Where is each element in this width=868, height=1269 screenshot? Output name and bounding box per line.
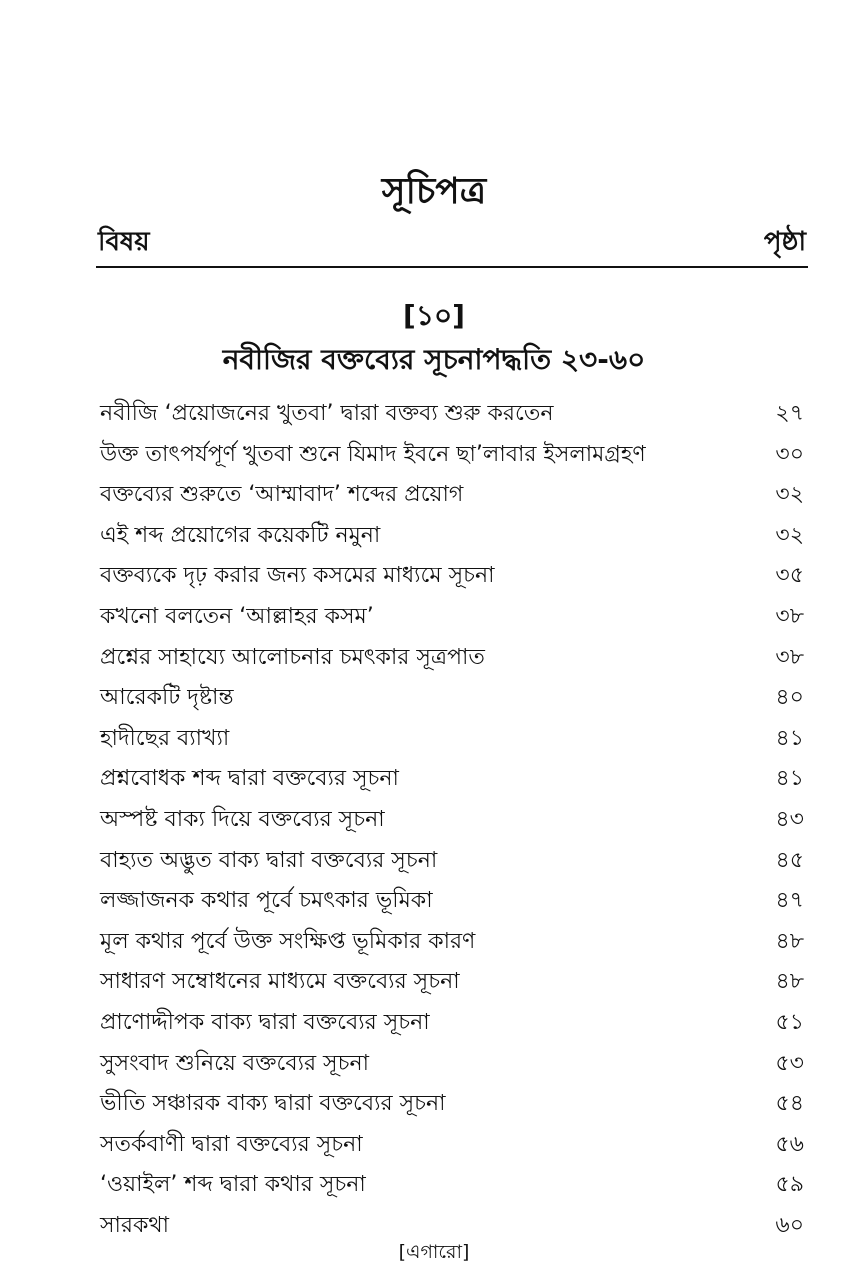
toc-entry [100, 1084, 804, 1125]
toc-entry-page: ২৭ [775, 401, 804, 426]
toc-entry [100, 638, 804, 679]
toc-entry-text: সাধারণ সম্বোধনের মাধ্যমে বক্তব্যের সূচনা [100, 969, 460, 995]
toc-entry [100, 678, 804, 719]
toc-entry-page: ৪৫ [775, 847, 804, 873]
toc-entry [100, 394, 804, 435]
toc-entry [100, 881, 804, 922]
header-divider [96, 266, 808, 268]
toc-entry-text: আরেকটি দৃষ্টান্ত [100, 685, 234, 711]
toc-entry-page: ৪১ [775, 766, 804, 792]
toc-entry-text: সারকথা [100, 1212, 170, 1238]
toc-entry-text: প্রশ্নবোধক শব্দ দ্বারা বক্তব্যের সূচনা [100, 766, 399, 792]
toc-entry-list [100, 394, 804, 1246]
toc-entry-page: ৩৮ [775, 603, 804, 629]
toc-entry-page: ৪১ [775, 725, 804, 751]
toc-entry-text: হাদীছের ব্যাখ্যা [100, 725, 230, 751]
toc-entry-text: সতর্কবাণী দ্বারা বক্তব্যের সূচনা [100, 1131, 363, 1157]
toc-entry-text: কখনো বলতেন ‘আল্লাহর কসম’ [100, 603, 374, 629]
toc-entry-text: প্রাণোদ্দীপক বাক্য দ্বারা বক্তব্যের সূচনা [100, 1009, 430, 1035]
toc-entry [100, 475, 804, 516]
toc-entry [100, 922, 804, 963]
toc-entry-text: ভীতি সঞ্চারক বাক্য দ্বারা বক্তব্যের সূচনা [100, 1091, 446, 1117]
toc-entry-page: ৫৬ [775, 1131, 804, 1157]
toc-entry-page: ৩০ [775, 441, 804, 467]
toc-entry [100, 435, 804, 476]
page-footer-number: [এগারো] [398, 1241, 470, 1263]
toc-entry-text: বক্তব্যের শুরুতে ‘আম্মাবাদ’ শব্দের প্রয়োগ [100, 482, 464, 508]
toc-entry-page: ৩২ [775, 522, 804, 548]
toc-entry-page: ৪৭ [775, 888, 804, 914]
toc-entry [100, 759, 804, 800]
toc-entry [100, 1165, 804, 1206]
toc-entry-text: মূল কথার পূর্বে উক্ত সংক্ষিপ্ত ভূমিকার কারণ [100, 928, 476, 954]
toc-entry [100, 1125, 804, 1166]
toc-entry-page: ৫৩ [775, 1050, 804, 1076]
subject-column-header: বিষয় [98, 227, 150, 257]
toc-entry-page: ৬০ [775, 1212, 804, 1238]
toc-entry [100, 1044, 804, 1085]
toc-entry-text: লজ্জাজনক কথার পূর্বে চমৎকার ভূমিকা [100, 888, 433, 914]
toc-entry-text: অস্পষ্ট বাক্য দিয়ে বক্তব্যের সূচনা [100, 806, 385, 832]
toc-entry [100, 516, 804, 557]
page-column-header: পৃষ্ঠা [763, 227, 806, 257]
toc-entry-page: ৪৩ [775, 806, 804, 832]
toc-entry-page: ৪৮ [775, 928, 804, 954]
toc-entry-text: ‘ওয়াইল’ শব্দ দ্বারা কথার সূচনা [100, 1172, 366, 1198]
toc-entry [100, 556, 804, 597]
toc-entry [100, 800, 804, 841]
toc-entry-page: ৪৮ [775, 969, 804, 995]
toc-entry-page: ৪০ [775, 685, 804, 711]
toc-entry-text: প্রশ্নের সাহায্যে আলোচনার চমৎকার সূত্রপাত [100, 644, 485, 670]
toc-entry-text: নবীজি ‘প্রয়োজনের খুতবা’ দ্বারা বক্তব্য শুরু করতেন [100, 401, 554, 426]
toc-entry-text: বাহ্যত অদ্ভুত বাক্য দ্বারা বক্তব্যের সূচনা [100, 847, 438, 873]
toc-entry-text: সুসংবাদ শুনিয়ে বক্তব্যের সূচনা [100, 1050, 369, 1076]
toc-entry-page: ৩৮ [775, 644, 804, 670]
toc-entry [100, 719, 804, 760]
toc-entry-page: ৫৯ [775, 1172, 804, 1198]
toc-entry-text: বক্তব্যকে দৃঢ় করার জন্য কসমের মাধ্যমে সূচনা [100, 563, 495, 589]
toc-entry [100, 597, 804, 638]
toc-entry-text: উক্ত তাৎপর্যপূর্ণ খুতবা শুনে যিমাদ ইবনে ছা’লাবার ইসলামগ্রহণ [100, 441, 646, 467]
toc-entry-page: ৩৫ [775, 563, 804, 589]
toc-entry [100, 841, 804, 882]
column-header-row [98, 222, 806, 262]
toc-entry-page: ৩২ [775, 482, 804, 508]
toc-entry-page: ৫৪ [775, 1091, 804, 1117]
toc-entry [100, 1003, 804, 1044]
page-title: সূচিপত্র [381, 171, 487, 212]
section-number: [১০] [403, 299, 465, 332]
toc-entry-text: এই শব্দ প্রয়োগের কয়েকটি নমুনা [100, 522, 381, 548]
section-title: নবীজির বক্তব্যের সূচনাপদ্ধতি ২৩-৬০ [222, 343, 646, 376]
toc-entry [100, 962, 804, 1003]
toc-entry-page: ৫১ [775, 1009, 804, 1035]
